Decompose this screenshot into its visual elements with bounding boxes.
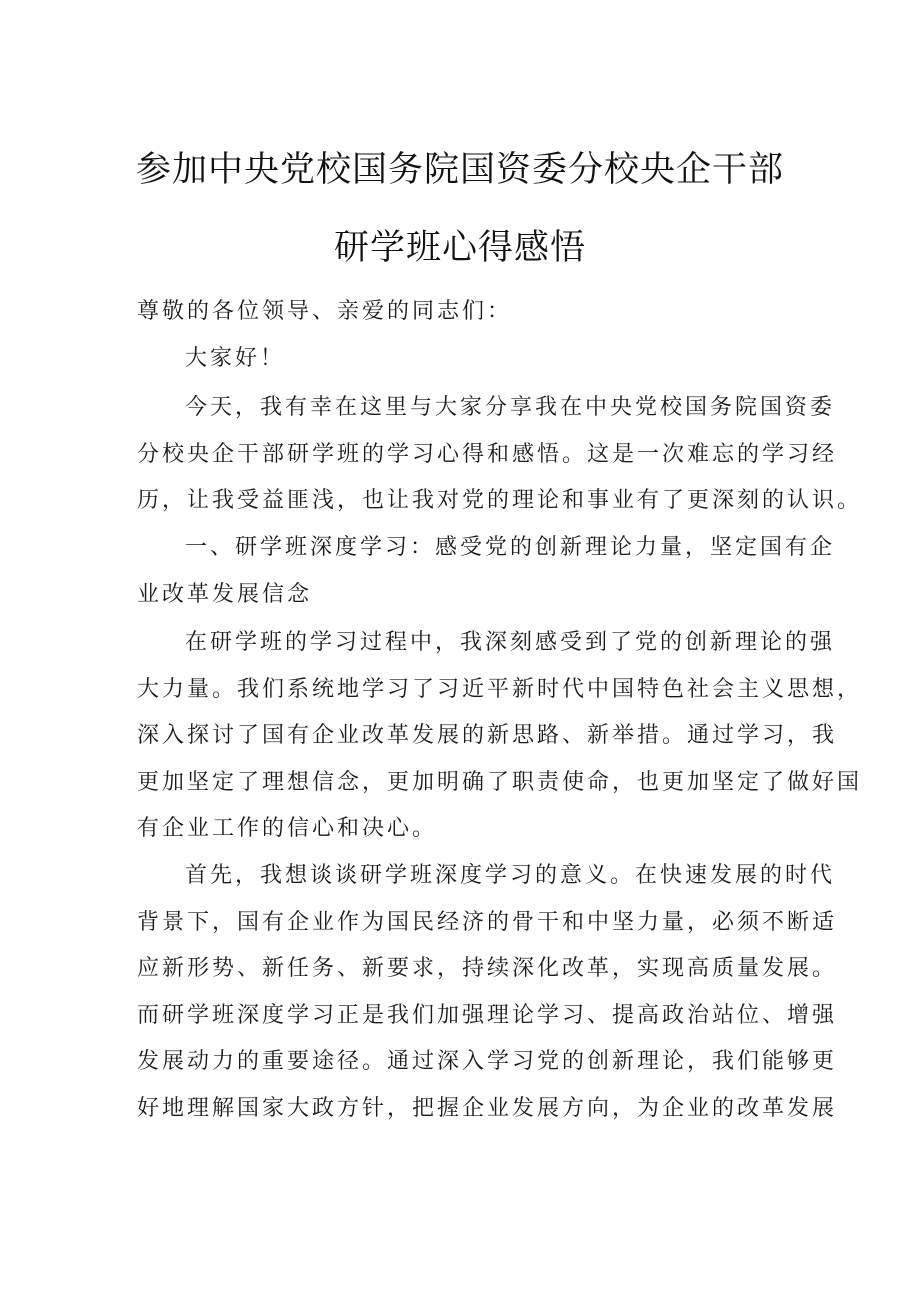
text-line: 深入探讨了国有企业改革发展的新思路、新举措。通过学习，我 bbox=[137, 723, 838, 748]
text-line: 一、研学班深度学习：感受党的创新理论力量，坚定国有企 bbox=[185, 535, 836, 560]
text-line: 大家好！ bbox=[185, 346, 286, 371]
text-line: 分校央企干部研学班的学习心得和感悟。这是一次难忘的学习经 bbox=[137, 441, 838, 467]
section-heading-1 bbox=[137, 525, 836, 618]
greeting bbox=[137, 336, 809, 383]
text-line: 背景下，国有企业作为国民经济的骨干和中坚力量，必须不断适 bbox=[137, 909, 838, 935]
text-line: 有企业工作的信心和决心。 bbox=[137, 816, 438, 841]
paragraph-study bbox=[137, 620, 863, 853]
text-line: 尊敬的各位领导、亲爱的同志们： bbox=[137, 299, 513, 324]
text-line: 发展动力的重要途径。通过深入学习党的创新理论，我们能够更 bbox=[137, 1049, 838, 1074]
document-title-line-2: 研学班心得感悟 bbox=[333, 228, 586, 268]
text-line: 首先，我想谈谈研学班深度学习的意义。在快速发展的时代 bbox=[185, 863, 836, 888]
text-line: 更加坚定了理想信念，更加明确了职责使命，也更加坚定了做好国 bbox=[137, 769, 863, 795]
paragraph-significance bbox=[137, 853, 838, 1132]
text-line: 业改革发展信念 bbox=[137, 581, 313, 607]
text-line: 大力量。我们系统地学习了习近平新时代中国特色社会主义思想， bbox=[137, 676, 863, 702]
text-line: 好地理解国家大政方针，把握企业发展方向，为企业的改革发展 bbox=[137, 1095, 838, 1121]
text-line: 应新形势、新任务、新要求，持续深化改革，实现高质量发展。 bbox=[137, 956, 838, 981]
paragraph-intro bbox=[137, 385, 863, 525]
salutation bbox=[137, 289, 809, 336]
text-line: 历，让我受益匪浅，也让我对党的理论和事业有了更深刻的认识。 bbox=[137, 488, 863, 513]
document-title-line-1: 参加中央党校国务院国资委分校央企干部 bbox=[135, 150, 784, 190]
text-line: 今天，我有幸在这里与大家分享我在中央党校国务院国资委 bbox=[185, 395, 836, 420]
text-line: 而研学班深度学习正是我们加强理论学习、提高政治站位、增强 bbox=[137, 1002, 838, 1028]
text-line: 在研学班的学习过程中，我深刻感受到了党的创新理论的强 bbox=[185, 630, 836, 655]
